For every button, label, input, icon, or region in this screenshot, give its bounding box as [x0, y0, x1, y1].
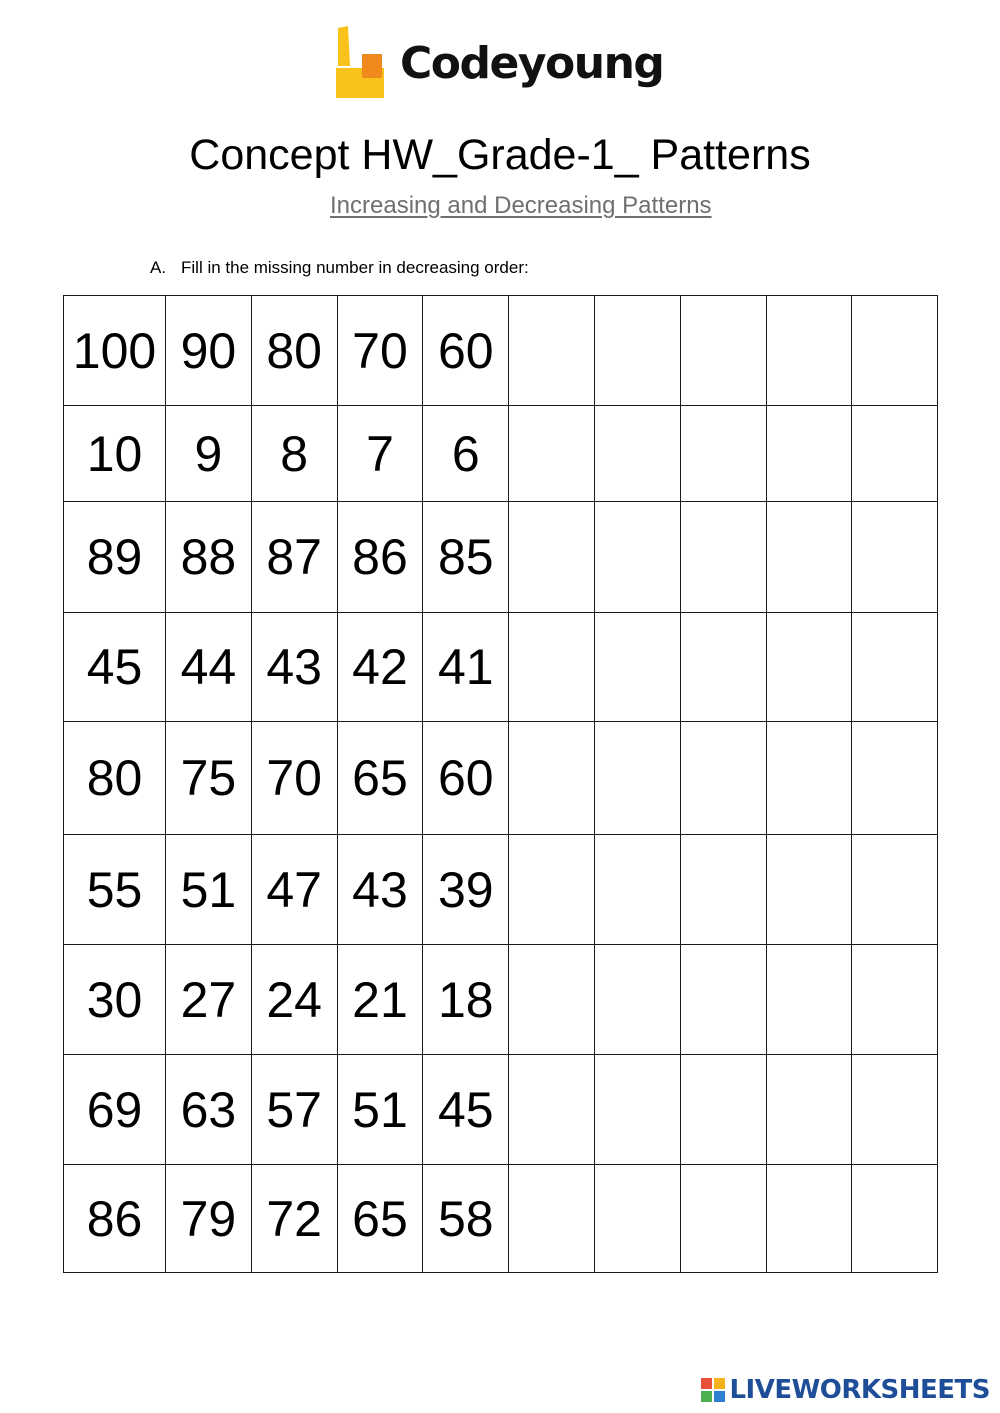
grid-row — [64, 502, 938, 613]
answer-cell[interactable] — [509, 296, 595, 406]
number-cell: 87 — [251, 502, 337, 613]
number-cell: 69 — [64, 1055, 166, 1165]
number-cell: 51 — [337, 1055, 423, 1165]
pattern-grid — [63, 295, 938, 1273]
answer-cell[interactable] — [766, 613, 852, 722]
answer-cell[interactable] — [852, 945, 938, 1055]
number-cell: 41 — [423, 613, 509, 722]
number-cell: 51 — [166, 835, 252, 945]
number-cell: 65 — [337, 722, 423, 835]
answer-cell[interactable] — [852, 406, 938, 502]
answer-cell[interactable] — [594, 406, 680, 502]
answer-cell[interactable] — [509, 1055, 595, 1165]
answer-cell[interactable] — [680, 722, 766, 835]
grid-row — [64, 296, 938, 406]
answer-cell[interactable] — [852, 1165, 938, 1273]
number-cell: 79 — [166, 1165, 252, 1273]
number-cell: 24 — [251, 945, 337, 1055]
number-cell: 85 — [423, 502, 509, 613]
number-cell: 63 — [166, 1055, 252, 1165]
answer-cell[interactable] — [594, 613, 680, 722]
number-cell: 60 — [423, 296, 509, 406]
number-cell: 58 — [423, 1165, 509, 1273]
number-cell: 80 — [64, 722, 166, 835]
answer-cell[interactable] — [852, 722, 938, 835]
grid-row — [64, 1055, 938, 1165]
answer-cell[interactable] — [594, 1165, 680, 1273]
answer-cell[interactable] — [852, 613, 938, 722]
brand-name: Codeyoung — [400, 37, 664, 89]
number-cell: 8 — [251, 406, 337, 502]
number-cell: 72 — [251, 1165, 337, 1273]
number-cell: 100 — [64, 296, 166, 406]
number-cell: 6 — [423, 406, 509, 502]
number-cell: 21 — [337, 945, 423, 1055]
number-cell: 39 — [423, 835, 509, 945]
instruction-text: Fill in the missing number in decreasing order: — [181, 258, 529, 277]
answer-cell[interactable] — [509, 406, 595, 502]
instruction-marker: A. — [150, 258, 167, 277]
number-cell: 10 — [64, 406, 166, 502]
answer-cell[interactable] — [852, 835, 938, 945]
grid-row — [64, 613, 938, 722]
answer-cell[interactable] — [509, 945, 595, 1055]
answer-cell[interactable] — [766, 945, 852, 1055]
number-cell: 9 — [166, 406, 252, 502]
answer-cell[interactable] — [594, 1055, 680, 1165]
answer-cell[interactable] — [680, 613, 766, 722]
page-subtitle: Increasing and Decreasing Patterns — [330, 192, 712, 219]
answer-cell[interactable] — [509, 502, 595, 613]
number-cell: 80 — [251, 296, 337, 406]
number-cell: 45 — [64, 613, 166, 722]
answer-cell[interactable] — [766, 296, 852, 406]
answer-cell[interactable] — [509, 1165, 595, 1273]
number-cell: 89 — [64, 502, 166, 613]
number-cell: 70 — [251, 722, 337, 835]
answer-cell[interactable] — [680, 1055, 766, 1165]
answer-cell[interactable] — [852, 296, 938, 406]
number-cell: 18 — [423, 945, 509, 1055]
codeyoung-logo — [330, 22, 663, 104]
answer-cell[interactable] — [852, 502, 938, 613]
number-cell: 86 — [64, 1165, 166, 1273]
number-cell: 55 — [64, 835, 166, 945]
answer-cell[interactable] — [680, 502, 766, 613]
answer-cell[interactable] — [509, 613, 595, 722]
number-cell: 7 — [337, 406, 423, 502]
answer-cell[interactable] — [680, 945, 766, 1055]
number-cell: 90 — [166, 296, 252, 406]
answer-cell[interactable] — [594, 502, 680, 613]
answer-cell[interactable] — [680, 835, 766, 945]
grid-row — [64, 945, 938, 1055]
number-cell: 43 — [251, 613, 337, 722]
number-cell: 57 — [251, 1055, 337, 1165]
answer-cell[interactable] — [766, 722, 852, 835]
number-cell: 65 — [337, 1165, 423, 1273]
answer-cell[interactable] — [680, 1165, 766, 1273]
codeyoung-logo-icon — [330, 26, 388, 100]
number-cell: 42 — [337, 613, 423, 722]
answer-cell[interactable] — [766, 502, 852, 613]
number-cell: 45 — [423, 1055, 509, 1165]
answer-cell[interactable] — [766, 1165, 852, 1273]
number-cell: 60 — [423, 722, 509, 835]
grid-row — [64, 406, 938, 502]
answer-cell[interactable] — [594, 722, 680, 835]
page-title: Concept HW_Grade-1_ Patterns — [189, 131, 811, 179]
number-cell: 75 — [166, 722, 252, 835]
answer-cell[interactable] — [680, 406, 766, 502]
liveworksheets-watermark — [700, 1375, 990, 1405]
answer-cell[interactable] — [766, 835, 852, 945]
answer-cell[interactable] — [766, 1055, 852, 1165]
grid-row — [64, 1165, 938, 1273]
liveworksheets-logo-icon — [700, 1377, 726, 1403]
grid-row — [64, 722, 938, 835]
answer-cell[interactable] — [594, 835, 680, 945]
grid-row — [64, 835, 938, 945]
number-cell: 88 — [166, 502, 252, 613]
number-cell: 44 — [166, 613, 252, 722]
watermark-text: LIVEWORKSHEETS — [729, 1375, 990, 1405]
number-cell: 43 — [337, 835, 423, 945]
answer-cell[interactable] — [594, 296, 680, 406]
number-cell: 86 — [337, 502, 423, 613]
answer-cell[interactable] — [852, 1055, 938, 1165]
answer-cell[interactable] — [509, 722, 595, 835]
number-cell: 30 — [64, 945, 166, 1055]
answer-cell[interactable] — [766, 406, 852, 502]
answer-cell[interactable] — [594, 945, 680, 1055]
instruction — [150, 258, 529, 278]
answer-cell[interactable] — [509, 835, 595, 945]
number-cell: 70 — [337, 296, 423, 406]
number-cell: 47 — [251, 835, 337, 945]
answer-cell[interactable] — [680, 296, 766, 406]
number-cell: 27 — [166, 945, 252, 1055]
